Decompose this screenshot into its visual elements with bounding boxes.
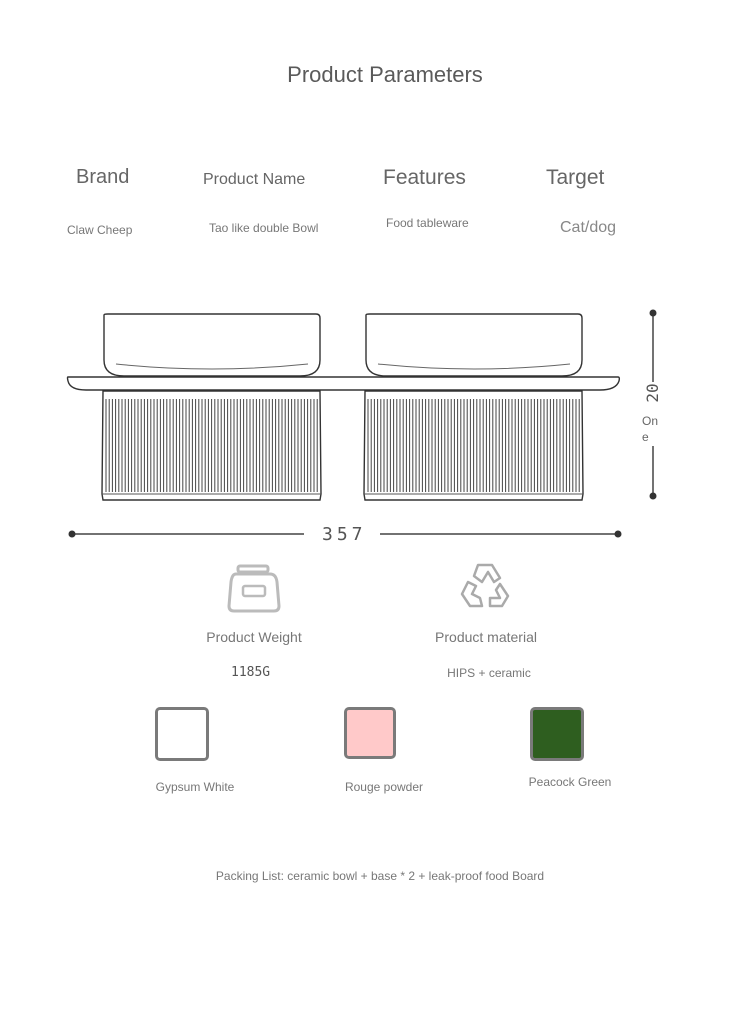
right-base bbox=[364, 391, 583, 500]
right-bowl bbox=[366, 314, 582, 376]
width-value: 357 bbox=[322, 524, 367, 545]
packing-list: Packing List: ceramic bowl + base * 2 + leak-proof food Board bbox=[215, 869, 545, 883]
right-bowl-rim-line bbox=[378, 364, 570, 369]
target-label: Target bbox=[546, 166, 605, 189]
weight-label: Product Weight bbox=[206, 629, 302, 645]
height-note bbox=[642, 413, 658, 445]
color-swatch-gypsum-white[interactable] bbox=[155, 707, 209, 761]
height-dim-dot-bottom bbox=[650, 493, 657, 500]
page-title: Product Parameters bbox=[287, 62, 483, 87]
weight-value: 1185G bbox=[231, 665, 271, 680]
color-name-rouge-powder: Rouge powder bbox=[344, 780, 424, 794]
height-note-line-2: e bbox=[642, 430, 649, 444]
brand-label: Brand bbox=[76, 166, 130, 188]
food-board bbox=[68, 377, 620, 390]
product-name-value: Tao like double Bowl bbox=[209, 221, 319, 235]
target-value: Cat/dog bbox=[560, 219, 617, 236]
features-value: Food tableware bbox=[386, 216, 469, 230]
color-swatch-rouge-powder[interactable] bbox=[344, 707, 396, 759]
color-name-gypsum-white: Gypsum White bbox=[155, 780, 235, 794]
width-dim-dot-left bbox=[69, 531, 76, 538]
height-note-line-1: On bbox=[642, 414, 659, 428]
brand-value: Claw Cheep bbox=[67, 223, 133, 237]
height-number: 20 bbox=[643, 383, 662, 403]
material-label: Product material bbox=[435, 629, 537, 645]
features-label: Features bbox=[383, 166, 466, 189]
color-name-peacock-green: Peacock Green bbox=[528, 775, 612, 789]
width-dim-dot-right bbox=[615, 531, 622, 538]
height-value bbox=[643, 383, 663, 403]
left-bowl-rim-line bbox=[116, 364, 308, 369]
left-base bbox=[102, 391, 321, 500]
color-swatch-peacock-green[interactable] bbox=[530, 707, 584, 761]
left-bowl bbox=[104, 314, 320, 376]
material-value: HIPS + ceramic bbox=[447, 666, 531, 680]
height-dim-dot-top bbox=[650, 310, 657, 317]
product-name-label: Product Name bbox=[203, 171, 306, 188]
